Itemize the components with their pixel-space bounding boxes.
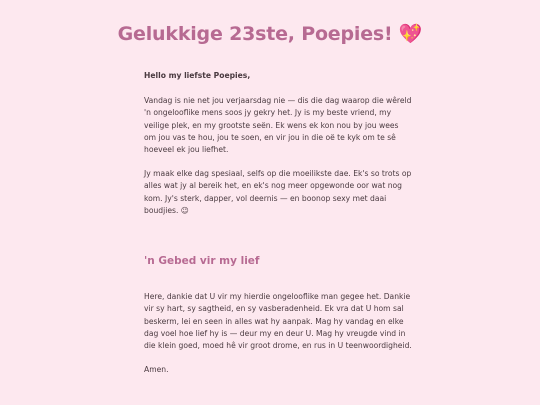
sparkling-heart-icon: 💖 [398,23,423,45]
letter-content [144,70,412,388]
page-title [0,22,540,45]
prayer-paragraph: Here, dankie dat U vir my hierdie ongelooflike man gegee het. Dankie vir sy hart, sy sagtheid, en sy vasberadenheid. Ek vra dat U hom sal beskerm, lei en seen in alles wat hy aanpak. Mag hy vandag en elke dag voel hoe lief hy is — deur my en deur U. Mag hy vreugde vind in die klein goed, moed hê vir groot drome, en rus in U teenwoordigheid. [144,292,412,351]
prayer-heading: 'n Gebed vir my lief [144,255,260,268]
letter-paragraph-2: Jy maak elke dag spesiaal, selfs op die moeilikste dae. Ek's so trots op alles wat jy al bereik het, en ek's nog meer opgewonde oor wat nog kom. Jy's sterk, dapper, vol deernis — en boonop sexy met daai boudjies. 😉 [144,169,412,215]
letter-greeting: Hello my liefste Poepies, [144,71,251,80]
prayer-closing: Amen. [144,365,169,375]
letter-paragraph-1: Vandag is nie net jou verjaarsdag nie — dis die dag waarop die wêreld 'n ongelooflike mens soos jy gekry het. Jy is my beste vriend, my veilige plek, en my grootste seën. Ek wens ek kon nou by jou wees om jou vas te hou, jou te soen, en vir jou in die oë te kyk om te sê hoeveel ek jou liefhet. [144,96,412,155]
page-title-text: Gelukkige 23ste, Poepies! [117,23,393,45]
